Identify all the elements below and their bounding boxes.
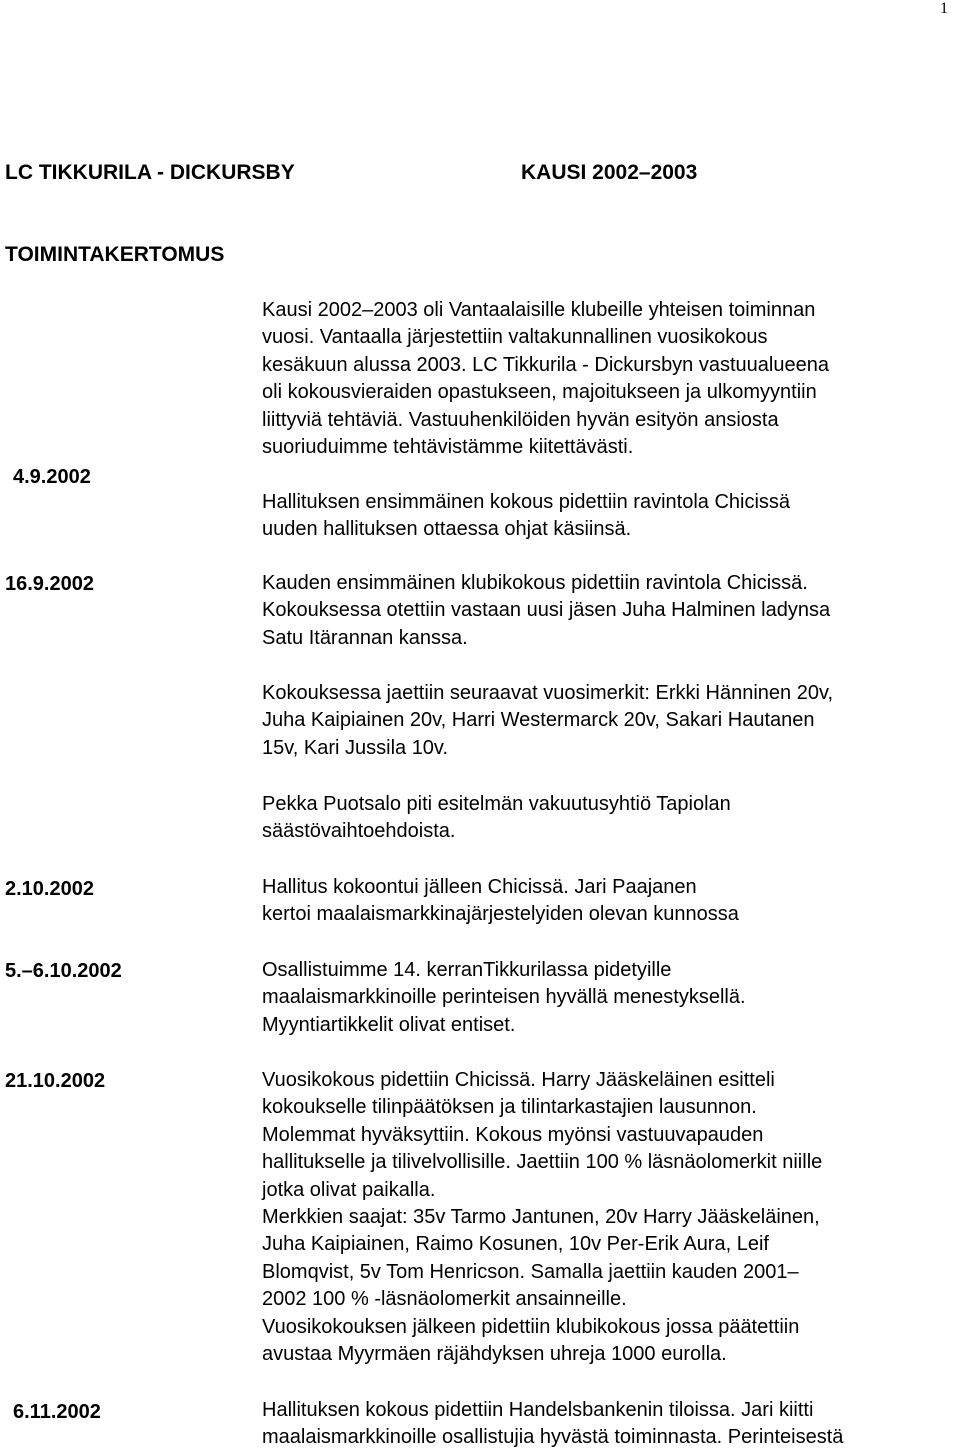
text-line: maalaismarkkinoille osallistujia hyvästä toiminnasta. Perinteisestä [262, 1426, 844, 1449]
text-line: kesäkuun alussa 2003. LC Tikkurila - Dickursbyn vastuualueena [262, 353, 829, 376]
entry-paragraph [262, 570, 952, 652]
text-line: uuden hallituksen ottaessa ohjat käsiinsä. [262, 518, 632, 541]
text-line: 2002 100 % -läsnäolomerkit ansainneille. [262, 1288, 627, 1311]
entry-paragraph [262, 1067, 952, 1368]
text-line: Blomqvist, 5v Tom Henricson. Samalla jaettiin kauden 2001– [262, 1260, 799, 1283]
text-line: Molemmat hyväksyttiin. Kokous myönsi vastuuvapauden [262, 1123, 764, 1146]
entry-paragraph [262, 680, 952, 762]
entry-paragraph [262, 297, 952, 461]
entry-date: 21.10.2002 [5, 1070, 106, 1092]
text-line: Satu Itärannan kanssa. [262, 626, 468, 649]
text-line: Kausi 2002–2003 oli Vantaalaisille klubeille yhteisen toiminnan [262, 299, 816, 321]
text-line: Vuosikokouksen jälkeen pidettiin klubikokous jossa päätettiin [262, 1315, 800, 1338]
text-line: liittyviä tehtäviä. Vastuuhenkilöiden hyvän esityön ansiosta [262, 408, 779, 431]
page-number: 1 [940, 0, 948, 17]
text-line: Hallitus kokoontui jälleen Chicissä. Jari Paajanen [262, 876, 697, 898]
text-line: Kokouksessa jaettiin seuraavat vuosimerkit: Erkki Hänninen 20v, [262, 682, 834, 704]
text-line: Kokouksessa otettiin vastaan uusi jäsen Juha Halminen ladynsa [262, 599, 831, 622]
text-line: Hallituksen kokous pidettiin Handelsbankenin tiloissa. Jari kiitti [262, 1399, 814, 1421]
text-line: jotka olivat paikalla. [262, 1178, 436, 1201]
entry-paragraph [262, 957, 952, 1039]
club-title: LC TIKKURILA - DICKURSBY [5, 161, 295, 184]
entry-paragraph [262, 791, 952, 846]
text-line: säästövaihtoehdoista. [262, 820, 456, 843]
text-line: Pekka Puotsalo piti esitelmän vakuutusyhtiö Tapiolan [262, 793, 731, 815]
text-line: Juha Kaipiainen, Raimo Kosunen, 10v Per-Erik Aura, Leif [262, 1233, 769, 1256]
text-line: hallitukselle ja tilivelvollisille. Jaettiin 100 % läsnäolomerkit niille [262, 1151, 823, 1174]
entry-paragraph [262, 489, 952, 544]
season-title: KAUSI 2002–2003 [521, 161, 698, 184]
text-line: kokoukselle tilinpäätöksen ja tilintarkastajien lausunnon. [262, 1096, 757, 1119]
text-line: Myyntiartikkelit olivat entiset. [262, 1013, 516, 1036]
entry-paragraph [262, 1397, 952, 1452]
text-line: Osallistuimme 14. kerranTikkurilassa pidetyille [262, 959, 672, 981]
entry-paragraph [262, 874, 952, 929]
entry-date: 4.9.2002 [13, 466, 91, 488]
entry-date: 16.9.2002 [5, 573, 94, 595]
text-line: vuosi. Vantaalla järjestettiin valtakunnallinen vuosikokous [262, 326, 768, 349]
text-line: suoriuduimme tehtävistämme kiitettävästi. [262, 436, 634, 459]
text-line: maalaismarkkinoille perinteisen hyvällä menestyksellä. [262, 986, 746, 1009]
entry-date: 5.–6.10.2002 [5, 960, 122, 982]
entry-date: 6.11.2002 [13, 1401, 101, 1423]
text-line: Hallituksen ensimmäinen kokous pidettiin ravintola Chicissä [262, 491, 791, 513]
text-line: kertoi maalaismarkkinajärjestelyiden olevan kunnossa [262, 903, 739, 926]
text-line: 15v, Kari Jussila 10v. [262, 736, 449, 759]
text-line: Vuosikokous pidettiin Chicissä. Harry Jääskeläinen esitteli [262, 1069, 775, 1091]
text-line: avustaa Myyrmäen räjähdyksen uhreja 1000 eurolla. [262, 1343, 727, 1366]
text-line: Merkkien saajat: 35v Tarmo Jantunen, 20v Harry Jääskeläinen, [262, 1206, 820, 1229]
entry-date: 2.10.2002 [5, 878, 94, 900]
text-line: Juha Kaipiainen 20v, Harri Westermarck 20v, Sakari Hautanen [262, 709, 815, 732]
report-title: TOIMINTAKERTOMUS [5, 243, 225, 266]
text-line: Kauden ensimmäinen klubikokous pidettiin ravintola Chicissä. [262, 572, 808, 594]
text-line: oli kokousvieraiden opastukseen, majoitukseen ja ulkomyyntiin [262, 381, 817, 404]
